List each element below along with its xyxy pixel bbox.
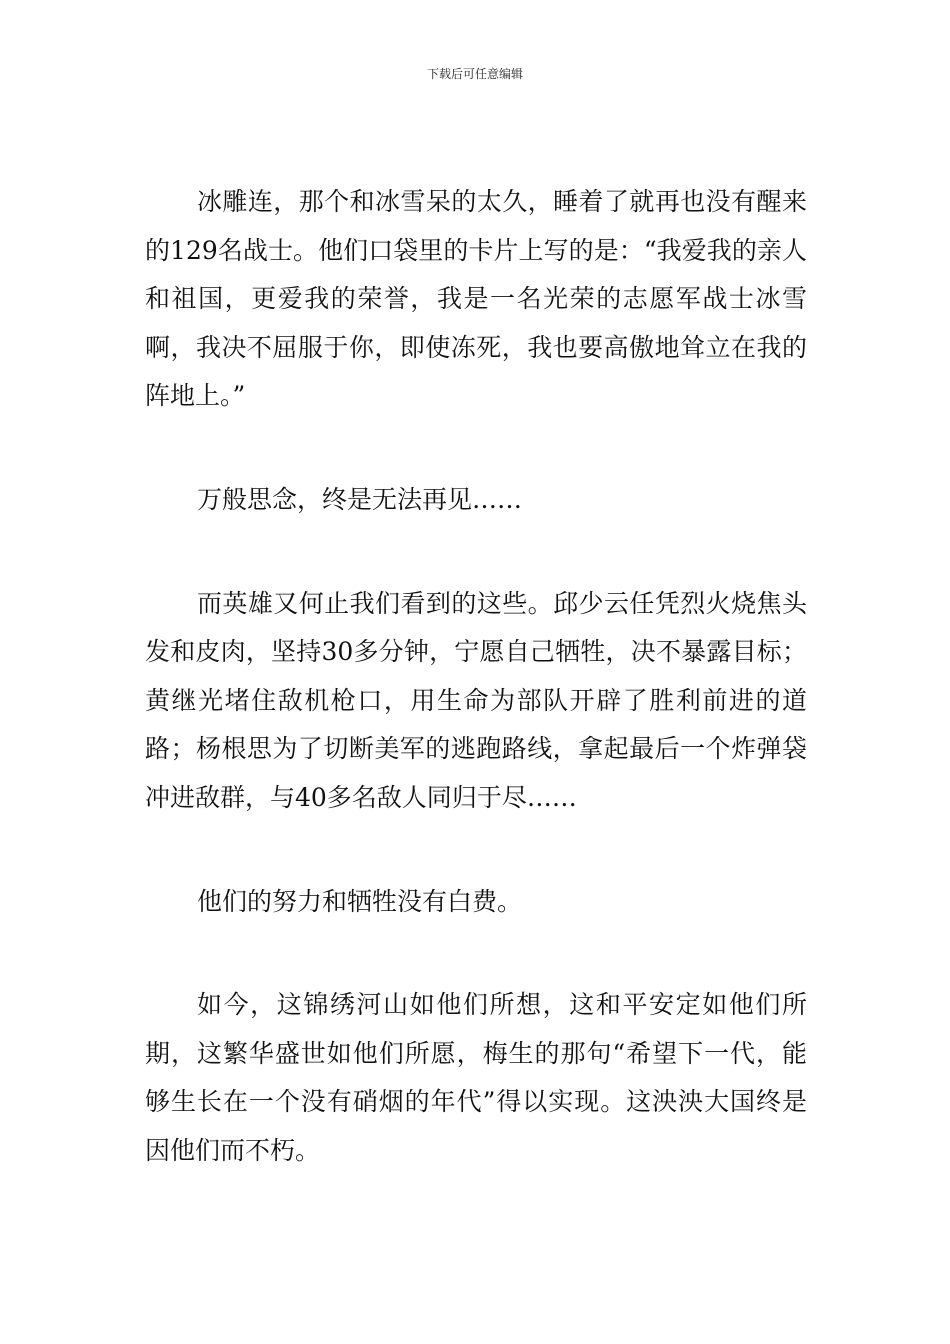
paragraph-ice-sculpture-company: 冰雕连，那个和冰雪呆的太久，睡着了就再也没有醒来的129名战士。他们口袋里的卡片上写的是：“我爱我的亲人和祖国，更爱我的荣誉，我是一名光荣的志愿军战士冰雪啊，我决不屈服于你，即使冻死，我也要高傲地耸立在我的阵地上。” xyxy=(145,187,807,411)
header-note: 下载后可任意编辑 xyxy=(426,67,523,81)
document-body xyxy=(145,178,807,1176)
paragraph-today: 如今，这锦绣河山如他们所想，这和平安定如他们所期，这繁华盛世如他们所愿，梅生的那句“希望下一代，能够生长在一个没有硝烟的年代”得以实现。这泱泱大国终是因他们而不朽。 xyxy=(145,990,807,1165)
paragraph-sacrifice: 他们的努力和牺牲没有白费。 xyxy=(197,886,523,916)
paragraph-heroes: 而英雄又何止我们看到的这些。邱少云任凭烈火烧焦头发和皮肉，坚持30多分钟，宁愿自己牺牲，决不暴露目标；黄继光堵住敌机枪口，用生命为部队开辟了胜利前进的道路；杨根思为了切断美军的逃跑路线，拿起最后一个炸弹袋冲进敌群，与40多名敌人同归于尽…… xyxy=(145,588,807,812)
paragraph-longing: 万般思念，终是无法再见…… xyxy=(197,484,523,514)
